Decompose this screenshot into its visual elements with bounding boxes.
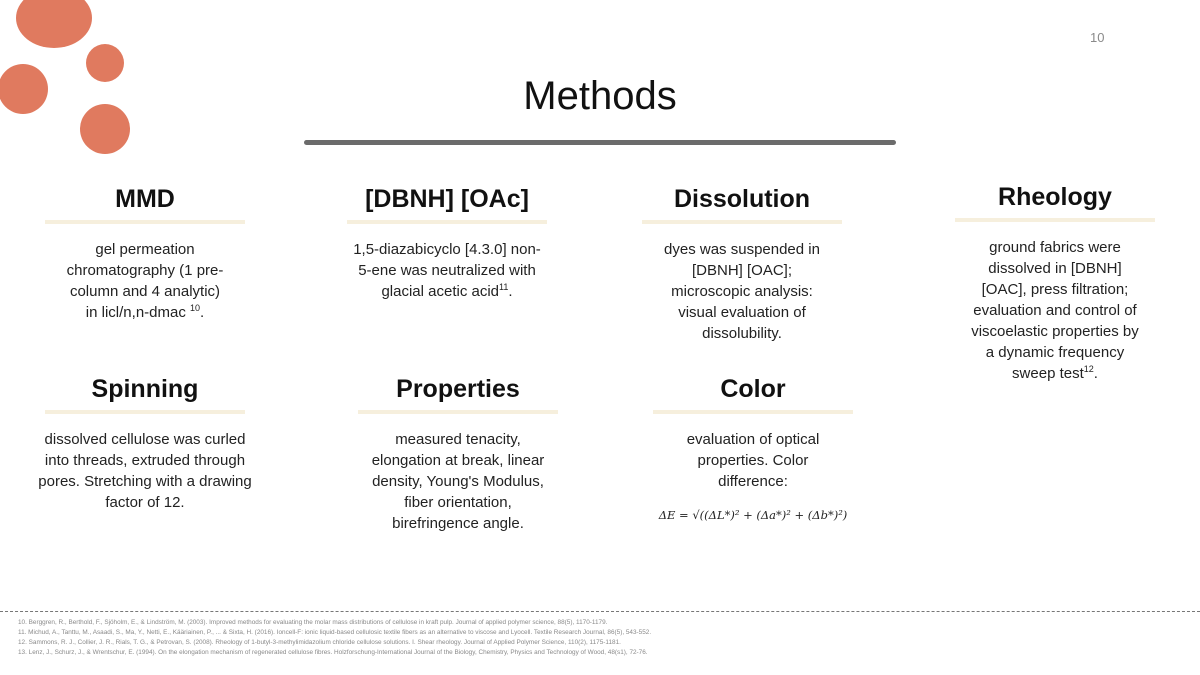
- section-heading: Dissolution: [673, 185, 811, 213]
- section-text: ground fabrics were dissolved in [DBNH] [OAC], press filtration; evaluation and control of viscoelastic properties by a dynamic frequency sweep test$^{12}$.: [971, 239, 1139, 382]
- decorative-circle: [16, 0, 92, 48]
- heading-underline: [347, 220, 547, 224]
- reference-item: 13. Lenz, J., Schurz, J., & Wrentschur, E. (1994). On the elongation mechanism of regenerated cellulose fibres. Holzforschung-International Journal of the Biology, Chemistry, Physics and Technology of Wood, 48(s1), 72-76.: [18, 649, 648, 656]
- heading-underline: [955, 218, 1155, 222]
- section-heading: Properties: [396, 375, 520, 403]
- heading-underline: [653, 410, 853, 414]
- reference-item: 11. Michud, A., Tanttu, M., Asaadi, S., Ma, Y., Netti, E., Kääriainen, P., ... & Sixta, H. (2016). Ioncell-F: ionic liquid-based cellulosic textile fibers as an alternative to viscose and Lyocell. Textile Research Journal, 86(5), 543-552.: [18, 629, 652, 636]
- heading-underline: [45, 410, 245, 414]
- section-heading: Spinning: [91, 375, 199, 403]
- footnote-divider: [0, 611, 1200, 612]
- section-heading: Rheology: [998, 183, 1112, 211]
- slide-title: Methods: [523, 74, 677, 118]
- reference-item: 12. Sammons, R. J., Collier, J. R., Rials, T. G., & Petrovan, S. (2008). Rheology of 1-butyl-3-methylimidazolium chloride cellulose solutions. I. Shear rheology. Journal of Applied Polymer Science, 110(2), 1175-1181.: [18, 639, 621, 646]
- citation-marker: 12: [1083, 364, 1094, 374]
- heading-underline: [45, 220, 245, 224]
- section-rheology: [955, 182, 1155, 384]
- references: [18, 618, 1188, 658]
- section-heading: [DBNH] [OAc]: [365, 185, 529, 213]
- section-dissolution: [642, 184, 842, 344]
- color-difference-formula: ΔE = √((ΔL*)² + (Δa*)² + (Δb*)²): [658, 508, 848, 522]
- reference-item: 10. Berggren, R., Berthold, F., Sjöholm, E., & Lindström, M. (2003). Improved methods for evaluating the molar mass distributions of cellulose in kraft pulp. Journal of applied polymer science, 88(5), 1170-1179.: [18, 619, 608, 626]
- section-dbnh-oac: [347, 184, 547, 302]
- section-properties: [358, 374, 558, 534]
- heading-underline: [358, 410, 558, 414]
- citation-marker: 10: [190, 303, 201, 313]
- citation-marker: 11: [499, 282, 509, 292]
- section-text: measured tenacity, elongation at break, linear density, Young's Modulus, fiber orientation, birefringence angle.: [371, 431, 545, 532]
- section-spinning: [38, 374, 252, 513]
- section-mmd: [45, 184, 245, 323]
- section-text: dissolved cellulose was curled into threads, extruded through pores. Stretching with a drawing factor of 12.: [38, 431, 252, 511]
- section-text: dyes was suspended in [DBNH] [OAC]; microscopic analysis: visual evaluation of dissolubility.: [664, 241, 820, 342]
- page-number: 10: [1090, 30, 1105, 45]
- section-heading: MMD: [115, 185, 175, 213]
- title-underline: [304, 140, 896, 145]
- section-text: evaluation of optical properties. Color difference:: [686, 431, 820, 490]
- heading-underline: [642, 220, 842, 224]
- section-text: 1,5-diazabicyclo [4.3.0] non-5-ene was neutralized with glacial acetic acid$^{11}$.: [353, 241, 541, 300]
- section-color: [653, 374, 853, 522]
- section-text: gel permeation chromatography (1 pre-column and 4 analytic) in licl/n,n-dmac $^{10}$.: [66, 241, 224, 321]
- section-heading: Color: [720, 375, 786, 403]
